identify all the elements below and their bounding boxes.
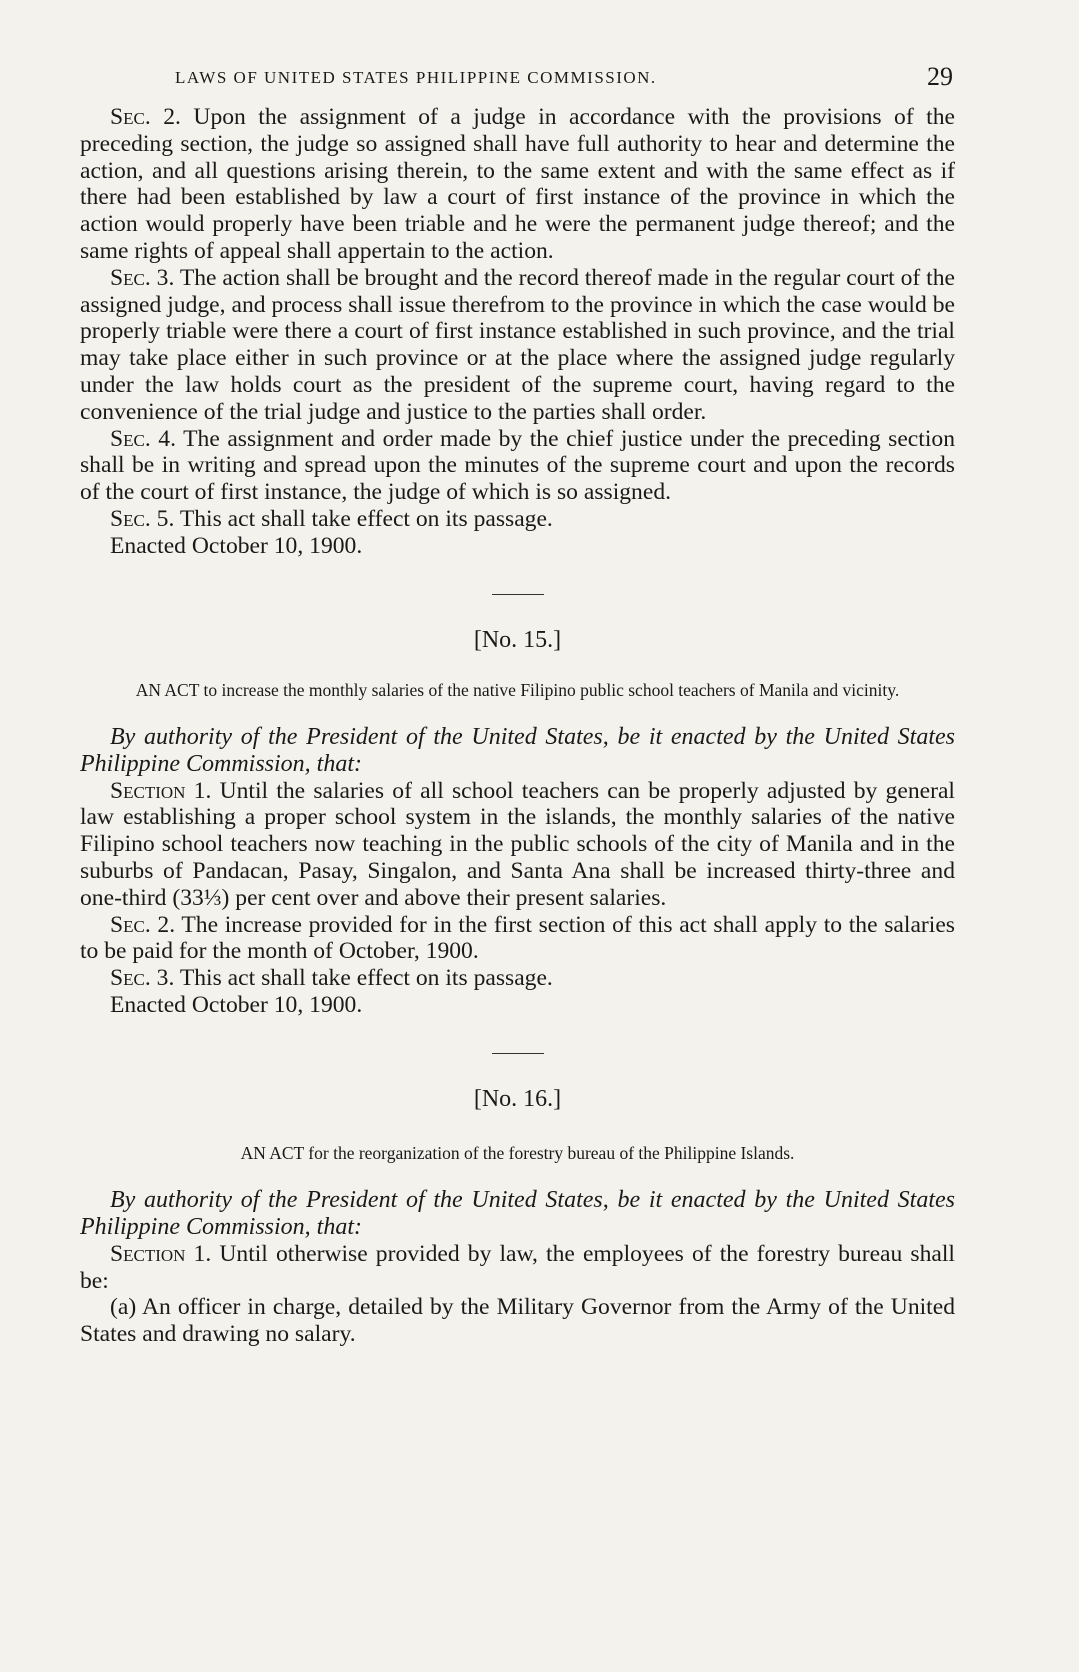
- section-label: Sec. 4.: [110, 425, 176, 452]
- list-item: (a) An officer in charge, detailed by the Military Governor from the Army of the United States and drawing no salary.: [80, 1294, 955, 1348]
- section-text: The assignment and order made by the chief justice under the preceding section shall be in writing and spread upon the minutes of the supreme court and upon the records of the court of first instance, the judge of which is so assigned.: [80, 425, 955, 506]
- section-text: The increase provided for in the first section of this act shall apply to the salaries to be paid for the month of October, 1900.: [80, 911, 955, 965]
- section-label: Section 1.: [110, 1240, 212, 1267]
- enacted-date: Enacted October 10, 1900.: [110, 532, 363, 559]
- section-label: Sec. 5.: [110, 505, 175, 532]
- act-14-continuation: [80, 104, 955, 560]
- section-paragraph: [80, 778, 955, 912]
- section-paragraph: [80, 426, 955, 506]
- act-number: [No. 16.]: [473, 1085, 562, 1112]
- section-paragraph: [80, 265, 955, 426]
- document-page: [80, 62, 955, 1348]
- act-title: AN ACT to increase the monthly salaries of the native Filipino public school teachers of Manila and vicinity.: [135, 679, 900, 700]
- section-paragraph: [80, 912, 955, 966]
- section-text: This act shall take effect on its passage.: [179, 505, 553, 532]
- section-paragraph: [80, 965, 955, 992]
- enacting-clause: By authority of the President of the United States, be it enacted by the United States Philippine Commission, that:: [80, 723, 955, 777]
- section-label: Sec. 2.: [110, 911, 176, 938]
- section-label: Sec. 3.: [110, 264, 175, 291]
- act-title: AN ACT for the reorganization of the forestry bureau of the Philippine Islands.: [240, 1142, 795, 1163]
- section-label: Section 1.: [110, 777, 212, 804]
- section-text: The action shall be brought and the record thereof made in the regular court of the assigned judge, and process shall issue therefrom to the province in which the case would be properly triable were there a court of first instance established in such province, and the trial may take place either in such province or at the place where the assigned judge regularly under the law holds court as the president of the supreme court, having regard to the convenience of the trial judge and justice to the parties shall order.: [80, 264, 955, 425]
- act-15: [80, 627, 955, 1019]
- section-text: This act shall take effect on its passage.: [179, 965, 553, 992]
- section-text: Until the salaries of all school teachers can be properly adjusted by general law establishing a proper school system in the islands, the monthly salaries of the native Filipino school teachers now teaching in the public schools of the city of Manila and in the suburbs of Pandacan, Pasay, Singalon, and Santa Ana shall be increased thirty-three and one-third (33⅓) per cent over and above their present salaries.: [80, 777, 955, 911]
- running-title: LAWS OF UNITED STATES PHILIPPINE COMMISSION.: [175, 68, 657, 87]
- enacted-date: Enacted October 10, 1900.: [110, 991, 363, 1018]
- section-label: Sec. 3.: [110, 965, 175, 992]
- section-text: Upon the assignment of a judge in accordance with the provisions of the preceding section, the judge so assigned shall have full authority to hear and determine the action, and all questions arising therein, to the same extent and with the same effect as if there had been established by law a court of first instance of the province in which the action would properly have been triable and he were the permanent judge thereof; and the same rights of appeal shall appertain to the action.: [80, 104, 956, 264]
- enacting-clause: By authority of the President of the United States, be it enacted by the United States Philippine Commission, that:: [80, 1186, 955, 1240]
- section-text: Until otherwise provided by law, the employees of the forestry bureau shall be:: [80, 1240, 955, 1294]
- section-paragraph: [80, 506, 955, 533]
- section-divider: [492, 594, 544, 595]
- section-paragraph: [80, 1241, 955, 1295]
- page-number: 29: [927, 62, 953, 91]
- section-divider: [492, 1053, 544, 1054]
- section-label: Sec. 2.: [110, 104, 181, 130]
- section-paragraph: [80, 104, 955, 265]
- act-16: [80, 1086, 955, 1348]
- running-head: [80, 62, 955, 92]
- act-number: [No. 15.]: [473, 626, 562, 653]
